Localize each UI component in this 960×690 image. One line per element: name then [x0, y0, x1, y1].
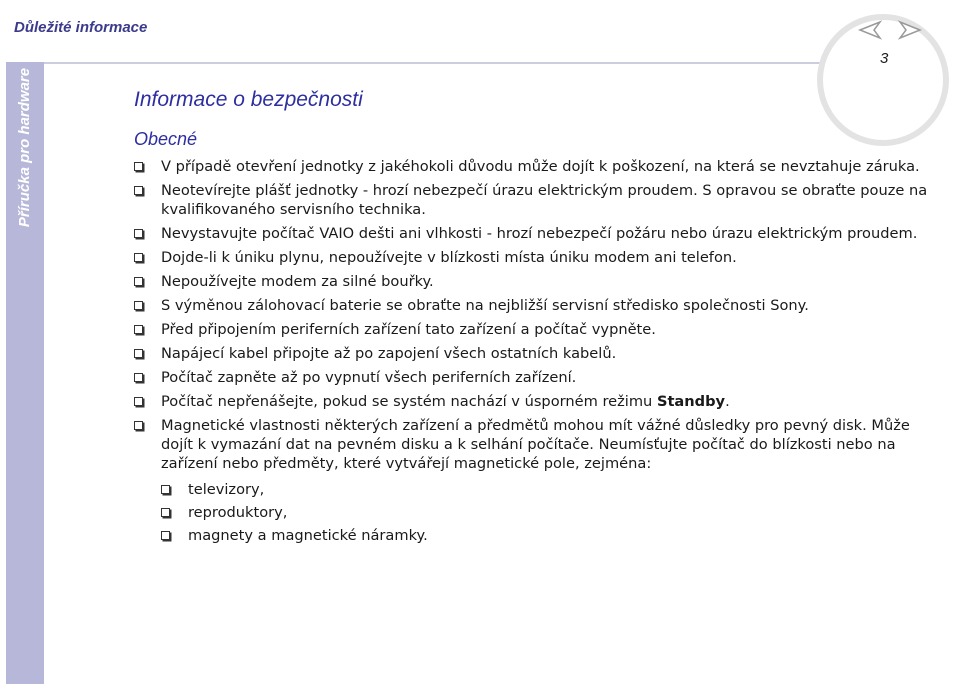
list-item — [134, 272, 944, 291]
safety-list — [134, 157, 944, 545]
checkbox-bullet-icon — [134, 349, 143, 358]
sidebar — [6, 62, 44, 684]
header-title: Důležité informace — [14, 19, 148, 36]
list-item-text: Dojde-li k úniku plynu, nepoužívejte v blízkosti místa úniku modem ani telefon. — [161, 249, 737, 266]
checkbox-bullet-icon — [134, 277, 143, 286]
list-item — [134, 224, 944, 243]
list-item — [134, 368, 944, 387]
checkbox-bullet-icon — [134, 253, 143, 262]
page-number: 3 — [880, 50, 889, 67]
list-item-text: Před připojením periferních zařízení tato zařízení a počítač vypněte. — [161, 321, 656, 338]
checkbox-bullet-icon — [134, 162, 143, 171]
checkbox-bullet-icon — [161, 531, 170, 540]
list-item-text: Počítač nepřenášejte, pokud se systém nachází v úsporném režimu — [161, 393, 657, 410]
list-item-text: Napájecí kabel připojte až po zapojení všech ostatních kabelů. — [161, 345, 617, 362]
list-item-text: V případě otevření jednotky z jakéhokoli důvodu může dojít k poškození, na která se nevztahuje záruka. — [161, 158, 920, 175]
list-item — [134, 344, 944, 363]
checkbox-bullet-icon — [134, 325, 143, 334]
checkbox-bullet-icon — [134, 229, 143, 238]
list-item — [134, 296, 944, 315]
prev-page-icon[interactable] — [860, 22, 880, 38]
checkbox-bullet-icon — [161, 508, 170, 517]
list-item-text-end: . — [725, 393, 730, 410]
page-navigation — [858, 18, 922, 42]
sub-list-item — [161, 503, 944, 522]
list-item — [134, 416, 944, 545]
sub-list-item — [161, 526, 944, 545]
checkbox-bullet-icon — [134, 373, 143, 382]
list-item — [134, 157, 944, 176]
sub-list-item-text: magnety a magnetické náramky. — [188, 527, 428, 544]
next-page-icon[interactable] — [900, 22, 920, 38]
subsection-title: Obecné — [134, 129, 198, 149]
standby-term: Standby — [656, 393, 726, 410]
checkbox-bullet-icon — [134, 397, 143, 406]
list-item — [134, 320, 944, 339]
list-item — [134, 392, 944, 411]
sub-list-item-text: reproduktory, — [188, 504, 288, 521]
checkbox-bullet-icon — [161, 485, 170, 494]
magnetic-devices-list — [161, 480, 944, 545]
list-item — [134, 181, 944, 219]
list-item-text: Magnetické vlastnosti některých zařízení a předmětů mohou mít vážné důsledky pro pevný disk. Může dojít k vymazání dat na pevném disku a k selhání počítače. Neumísťujte počítač do blízkosti nebo na zařízení nebo předměty, které vytvářejí magnetické pole, zejména: — [161, 417, 910, 472]
content-area — [134, 157, 944, 549]
checkbox-bullet-icon — [134, 186, 143, 195]
sub-list-item — [161, 480, 944, 499]
list-item — [134, 248, 944, 267]
list-item-text: Nevystavujte počítač VAIO dešti ani vlhkosti - hrozí nebezpečí požáru nebo úrazu elektrickým proudem. — [161, 225, 918, 242]
sub-list-item-text: televizory, — [188, 481, 265, 498]
sidebar-label: Příručka pro hardware — [16, 67, 34, 227]
header-divider — [44, 62, 844, 64]
section-title: Informace o bezpečnosti — [134, 88, 363, 111]
list-item-text: Počítač zapněte až po vypnutí všech periferních zařízení. — [161, 369, 577, 386]
checkbox-bullet-icon — [134, 301, 143, 310]
list-item-text: S výměnou zálohovací baterie se obraťte na nejbližší servisní středisko společnosti Sony. — [161, 297, 809, 314]
list-item-text: Neotevírejte plášť jednotky - hrozí nebezpečí úrazu elektrickým proudem. S opravou se obraťte pouze na kvalifikovaného servisního technika. — [161, 182, 928, 218]
list-item-text: Nepoužívejte modem za silné bouřky. — [161, 273, 434, 290]
checkbox-bullet-icon — [134, 421, 143, 430]
